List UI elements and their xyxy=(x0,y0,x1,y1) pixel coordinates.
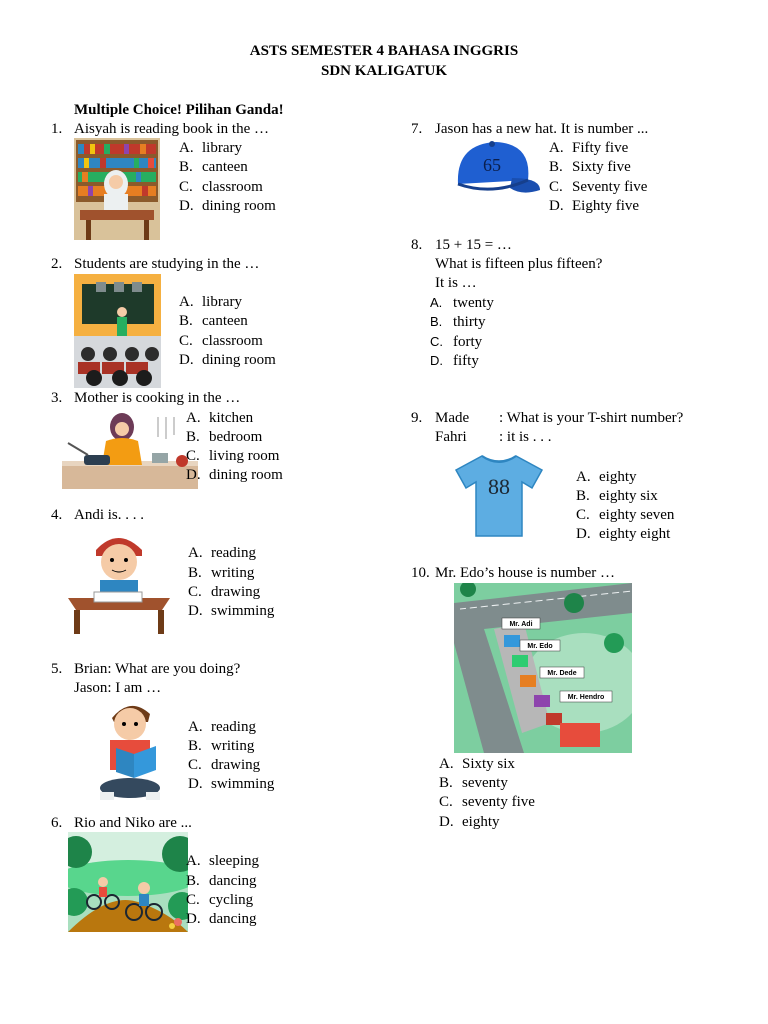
library-girl-image xyxy=(74,138,160,240)
q3-option-c[interactable]: C. living room xyxy=(186,448,280,464)
q8-option-a[interactable]: A. twenty xyxy=(430,295,494,311)
q6-option-b[interactable]: B. dancing xyxy=(186,873,257,889)
q4-option-b[interactable]: B. writing xyxy=(188,565,255,581)
q9-speaker-1: Made xyxy=(435,410,470,426)
q8-option-c[interactable]: C. forty xyxy=(430,334,483,350)
q4-option-a[interactable]: A. reading xyxy=(188,545,256,561)
q10-option-a[interactable]: A. Sixty six xyxy=(439,756,515,772)
page-title: ASTS SEMESTER 4 BAHASA INGGRIS xyxy=(249,43,519,59)
q1-option-d[interactable]: D. dining room xyxy=(179,198,276,214)
q1-option-c[interactable]: C. classroom xyxy=(179,179,263,195)
q9-number: 9. xyxy=(411,410,423,426)
map-label-dede: Mr. Dede xyxy=(547,670,577,677)
q4-text: Andi is. . . . xyxy=(74,507,145,523)
boy-drawing-image xyxy=(66,526,172,636)
q6-option-c[interactable]: C. cycling xyxy=(186,892,254,908)
map-label-adi: Mr. Adi xyxy=(509,621,533,628)
q10-option-b[interactable]: B. seventy xyxy=(439,775,508,791)
q9-speaker-2: Fahri xyxy=(435,429,467,445)
q3-text: Mother is cooking in the … xyxy=(74,390,241,406)
q9-option-c[interactable]: C. eighty seven xyxy=(576,507,675,523)
q8-option-d[interactable]: D. fifty xyxy=(430,353,479,369)
q5-number: 5. xyxy=(51,661,63,677)
map-label-edo: Mr. Edo xyxy=(527,643,553,650)
q10-option-c[interactable]: C. seventy five xyxy=(439,794,535,810)
q4-option-d[interactable]: D. swimming xyxy=(188,603,275,619)
q1-option-b[interactable]: B. canteen xyxy=(179,159,248,175)
q2-option-a[interactable]: A. library xyxy=(179,294,242,310)
school-name: SDN KALIGATUK xyxy=(321,63,447,79)
q4-number: 4. xyxy=(51,507,63,523)
q5-text: Brian: What are you doing? xyxy=(74,661,241,677)
blue-cap-image xyxy=(452,138,542,200)
boy-reading-image xyxy=(94,696,166,804)
q4-option-c[interactable]: C. drawing xyxy=(188,584,261,600)
q3-number: 3. xyxy=(51,390,63,406)
q8-text-2: What is fifteen plus fifteen? xyxy=(435,256,603,272)
q7-option-a[interactable]: A. Fifty five xyxy=(549,140,629,156)
q7-option-d[interactable]: D. Eighty five xyxy=(549,198,640,214)
q1-option-a[interactable]: A. library xyxy=(179,140,242,156)
q5-option-c[interactable]: C. drawing xyxy=(188,757,261,773)
q8-number: 8. xyxy=(411,237,423,253)
q7-number: 7. xyxy=(411,121,423,137)
classroom-image xyxy=(74,274,161,388)
q2-number: 2. xyxy=(51,256,63,272)
q3-option-a[interactable]: A. kitchen xyxy=(186,410,254,426)
tshirt-image xyxy=(452,450,546,542)
q9-line-1: : What is your T-shirt number? xyxy=(499,410,684,426)
q2-option-b[interactable]: B. canteen xyxy=(179,313,248,329)
q2-option-c[interactable]: C. classroom xyxy=(179,333,263,349)
shirt-number-label: 88 xyxy=(488,474,510,499)
q3-option-b[interactable]: B. bedroom xyxy=(186,429,263,445)
q8-text: 15 + 15 = … xyxy=(435,237,512,253)
q6-number: 6. xyxy=(51,815,63,831)
kitchen-mother-image xyxy=(62,407,198,493)
q7-text: Jason has a new hat. It is number ... xyxy=(435,121,649,137)
street-map-image xyxy=(454,583,632,753)
q9-line-2: : it is . . . xyxy=(499,429,552,445)
q5-option-d[interactable]: D. swimming xyxy=(188,776,275,792)
q6-option-d[interactable]: D. dancing xyxy=(186,911,257,927)
map-label-hendro: Mr. Hendro xyxy=(567,694,605,701)
q9-option-a[interactable]: A. eighty xyxy=(576,469,637,485)
q8-text-3: It is … xyxy=(435,275,477,291)
q5-option-b[interactable]: B. writing xyxy=(188,738,255,754)
q6-option-a[interactable]: A. sleeping xyxy=(186,853,259,869)
q7-option-b[interactable]: B. Sixty five xyxy=(549,159,631,175)
kids-cycling-image xyxy=(68,832,188,932)
q10-text: Mr. Edo’s house is number … xyxy=(435,565,615,581)
q10-number: 10. xyxy=(411,565,430,581)
q6-text: Rio and Niko are ... xyxy=(74,815,192,831)
q3-option-d[interactable]: D. dining room xyxy=(186,467,283,483)
q8-option-b[interactable]: B. thirty xyxy=(430,314,486,330)
q9-option-d[interactable]: D. eighty eight xyxy=(576,526,671,542)
section-title: Multiple Choice! Pilihan Ganda! xyxy=(74,102,284,118)
q1-number: 1. xyxy=(51,121,63,137)
q5-option-a[interactable]: A. reading xyxy=(188,719,256,735)
q5-text-2: Jason: I am … xyxy=(74,680,162,696)
q10-option-d[interactable]: D. eighty xyxy=(439,814,500,830)
q7-option-c[interactable]: C. Seventy five xyxy=(549,179,648,195)
q1-text: Aisyah is reading book in the … xyxy=(74,121,269,137)
hat-number-label: 65 xyxy=(483,155,501,175)
q9-option-b[interactable]: B. eighty six xyxy=(576,488,658,504)
q2-text: Students are studying in the … xyxy=(74,256,260,272)
q2-option-d[interactable]: D. dining room xyxy=(179,352,276,368)
